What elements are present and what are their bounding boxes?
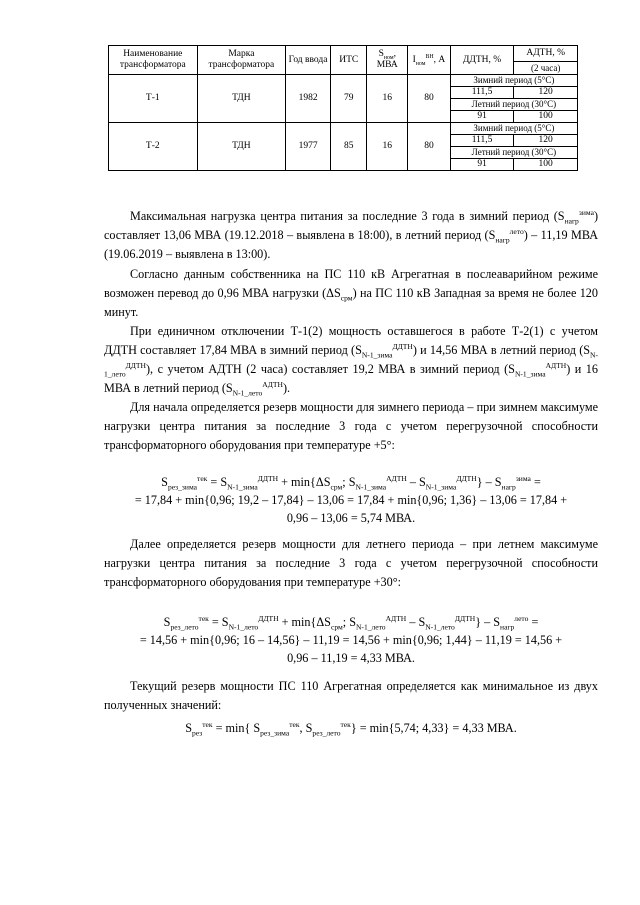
row2-winter-adtn: 120 <box>514 135 578 147</box>
row2-summer-label: Летний период (30°С) <box>450 147 577 159</box>
row1-summer-adtn: 100 <box>514 111 578 123</box>
paragraph-outage: При единичном отключении Т-1(2) мощность оставшегося в работе Т-2(1) с учетом ДДТН составляет 17,84 МВА в зимний период $(S_{N-1\_зима}^{ДДТН})$ и 14,56 МВА в летний период $(S_{N-1\_лето}^{ДДТН})$, с учетом АДТН (2 часа) составляет 19,2 МВА в зимний период $(S_{N-1\_зима}^{АДТН})$ и 16 МВА в летний период $(S_{N-1\_лето}^{АДТН})$. <box>104 324 599 398</box>
row1-year: 1982 <box>286 75 331 123</box>
formula-winter-line3: 0,96 – 13,06 = 5,74 МВА. <box>286 511 416 525</box>
header-adtn: АДТН, % <box>514 46 578 62</box>
header-brand: Марка трансформатора <box>197 46 286 75</box>
row1-summer-label: Летний период (30°С) <box>450 99 577 111</box>
formula-winter-line2: = 17,84 + min{0,96; 19,2 – 17,84} – 13,06 = 17,84 + min{0,96; 1,36} – 13,06 = 17,84 + <box>134 493 568 507</box>
header-name: Наименование трансформатора <box>109 46 198 75</box>
row1-summer-ddtn: 91 <box>450 111 514 123</box>
formula-winter-line1: $S_{рез\_зима}^{тек} = S_{N-1\_зима}^{ДДТН} + \min\{\Delta S_{срм}$; $S_{N-1\_зима}^{АДТН} - S_{N-1\_зима}^{ДДТН}\} - S_{нагр}^{зима}$ = <box>161 473 541 492</box>
paragraph-current-reserve: Текущий резерв мощности ПС 110 Агрегатная определяется как минимальное из двух полученных значений: <box>104 679 598 712</box>
paragraph-transfer: Согласно данным собственника на ПС 110 кВ Агрегатная в послеаварийном режиме возможен перевод до 0,96 МВА нагрузки $(\Delta S_{срм})$ на ПС 110 кВ Западная за время не более 120 минут. <box>104 267 598 319</box>
formula-final: $S_{рез}^{тек} = \min${ $S_{рез\_зима}^{тек}$, $S_{рез\_лето}^{тек}\} = \min\{5,74$; 4,33} = 4,33 МВА. <box>185 719 517 738</box>
row2-summer-adtn: 100 <box>514 159 578 171</box>
row2-brand: ТДН <box>197 123 286 171</box>
row1-name: Т-1 <box>109 75 198 123</box>
header-adtn-sub: (2 часа) <box>514 62 578 75</box>
transformer-table <box>108 45 578 171</box>
row1-snom: 16 <box>367 75 408 123</box>
row2-summer-ddtn: 91 <box>450 159 514 171</box>
row2-winter-ddtn: 111,5 <box>450 135 514 147</box>
row1-winter-ddtn: 111,5 <box>450 87 514 99</box>
header-snom: $S_{ном}$, МВА <box>367 46 408 75</box>
row2-name: Т-2 <box>109 123 198 171</box>
row2-year: 1977 <box>286 123 331 171</box>
formula-summer-line2: = 14,56 + min{0,96; 16 – 14,56} – 11,19 = 14,56 + min{0,96; 1,44} – 11,19 = 14,56 + <box>139 633 563 647</box>
row1-brand: ТДН <box>197 75 286 123</box>
table-row <box>109 123 578 135</box>
formula-summer-line3: 0,96 – 11,19 = 4,33 МВА. <box>287 651 415 665</box>
row2-its: 85 <box>330 123 366 171</box>
paragraph-summer-intro: Далее определяется резерв мощности для летнего периода – при летнем максимуме нагрузки центра питания за последние 3 года с учетом перегрузочной способности трансформаторного оборудования при температуре +30°: <box>104 537 598 589</box>
header-year: Год ввода <box>286 46 331 75</box>
row1-inom: 80 <box>408 75 451 123</box>
row2-snom: 16 <box>367 123 408 171</box>
formula-summer-line1: $S_{рез\_лето}^{тек} = S_{N-1\_лето}^{ДДТН} + \min\{\Delta S_{срм}$; $S_{N-1\_лето}^{АДТН} - S_{N-1\_лето}^{ДДТН}\} - S_{нагр}^{лето}$ = <box>163 613 539 632</box>
header-its: ИТС <box>330 46 366 75</box>
paragraph-winter-intro: Для начала определяется резерв мощности для зимнего периода – при зимнем максимуме нагрузки центра питания за последние 3 года с учетом перегрузочной способности трансформаторного оборудования при температуре +5°: <box>104 400 598 452</box>
row1-its: 79 <box>330 75 366 123</box>
table-header-row <box>109 46 578 62</box>
paragraph-max-load: Максимальная нагрузка центра питания за последние 3 года в зимний период $(S_{нагр}^{зима})$ составляет 13,06 МВА (19.12.2018 – выявлена в 18:00), в летний период $(S_{нагр}^{лето}) - 11,19$ МВА (19.06.2019 – выявлена в 13:00). <box>104 207 598 261</box>
row2-winter-label: Зимний период (5°С) <box>450 123 577 135</box>
row1-winter-label: Зимний период (5°С) <box>450 75 577 87</box>
table-row <box>109 75 578 87</box>
header-inom: $I_{ном}^{ВН}$, А <box>408 46 451 75</box>
row1-winter-adtn: 120 <box>514 87 578 99</box>
header-ddtn: ДДТН, % <box>450 46 514 75</box>
row2-inom: 80 <box>408 123 451 171</box>
